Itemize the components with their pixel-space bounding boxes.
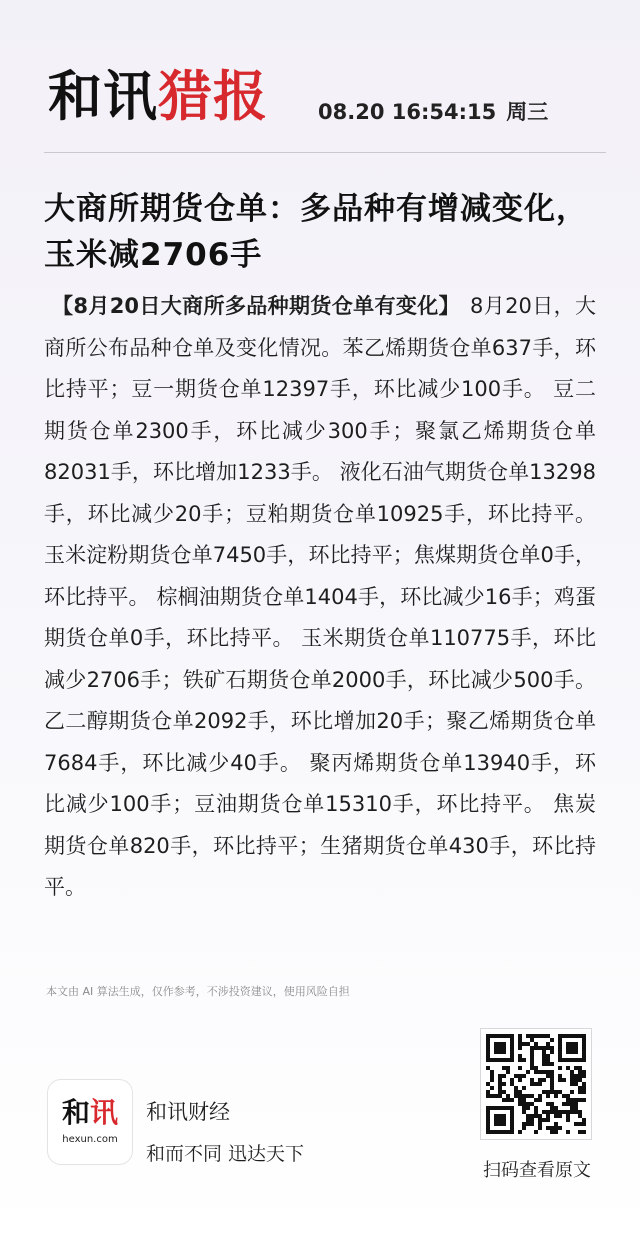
page-header: [48, 62, 608, 142]
logo-accent-text: 猎报: [158, 65, 268, 128]
article-body: [44, 286, 596, 909]
header-divider: [44, 152, 606, 153]
app-logo-main: 和: [61, 1096, 90, 1129]
app-logo-domain: hexun.com: [62, 1134, 118, 1145]
hexun-lieba-logo: [48, 62, 268, 132]
app-logo-text: [48, 1096, 132, 1130]
hexun-app-logo: [47, 1079, 133, 1165]
qr-caption: 扫码查看原文: [483, 1160, 591, 1181]
qr-code-icon[interactable]: [480, 1028, 592, 1140]
brand-name: 和讯财经: [146, 1100, 230, 1124]
ai-disclaimer: 本文由 AI 算法生成，仅作参考，不涉投资建议，使用风险自担: [46, 985, 350, 998]
article-text: 8月20日，大商所公布品种仓单及变化情况。苯乙烯期货仓单637手，环比持平；豆一期货仓单12397手，环比减少100手。 豆二期货仓单2300手，环比减少300手；聚氯乙烯期货仓单82031手，环比增加1233手。 液化石油气期货仓单13298手，环比减少20手；豆粕期货仓单10925手，环比持平。 玉米淀粉期货仓单7450手，环比持平；焦煤期货仓单0手，环比持平。 棕榈油期货仓单1404手，环比减少16手；鸡蛋期货仓单0手，环比持平。 玉米期货仓单110775手，环比减少2706手；铁矿石期货仓单2000手，环比减少500手。 乙二醇期货仓单2092手，环比增加20手；聚乙烯期货仓单7684手，环比减少40手。 聚丙烯期货仓单13940手，环比减少100手；豆油期货仓单15310手，环比持平。 焦炭期货仓单820手，环比持平；生猪期货仓单430手，环比持平。: [44, 294, 596, 899]
logo-main-text: 和讯: [48, 65, 158, 128]
brand-slogan: 和而不同 迅达天下: [146, 1143, 305, 1165]
publish-datetime: [318, 98, 548, 126]
publish-time: 08.20 16:54:15: [318, 100, 497, 124]
article-lead: 【8月20日大商所多品种期货仓单有变化】: [52, 294, 461, 318]
qr-code-graphic: [486, 1034, 586, 1134]
publish-weekday: 周三: [506, 100, 549, 124]
article-headline: 大商所期货仓单：多品种有增减变化，玉米减2706手: [44, 191, 588, 273]
app-logo-accent: 讯: [90, 1096, 119, 1129]
